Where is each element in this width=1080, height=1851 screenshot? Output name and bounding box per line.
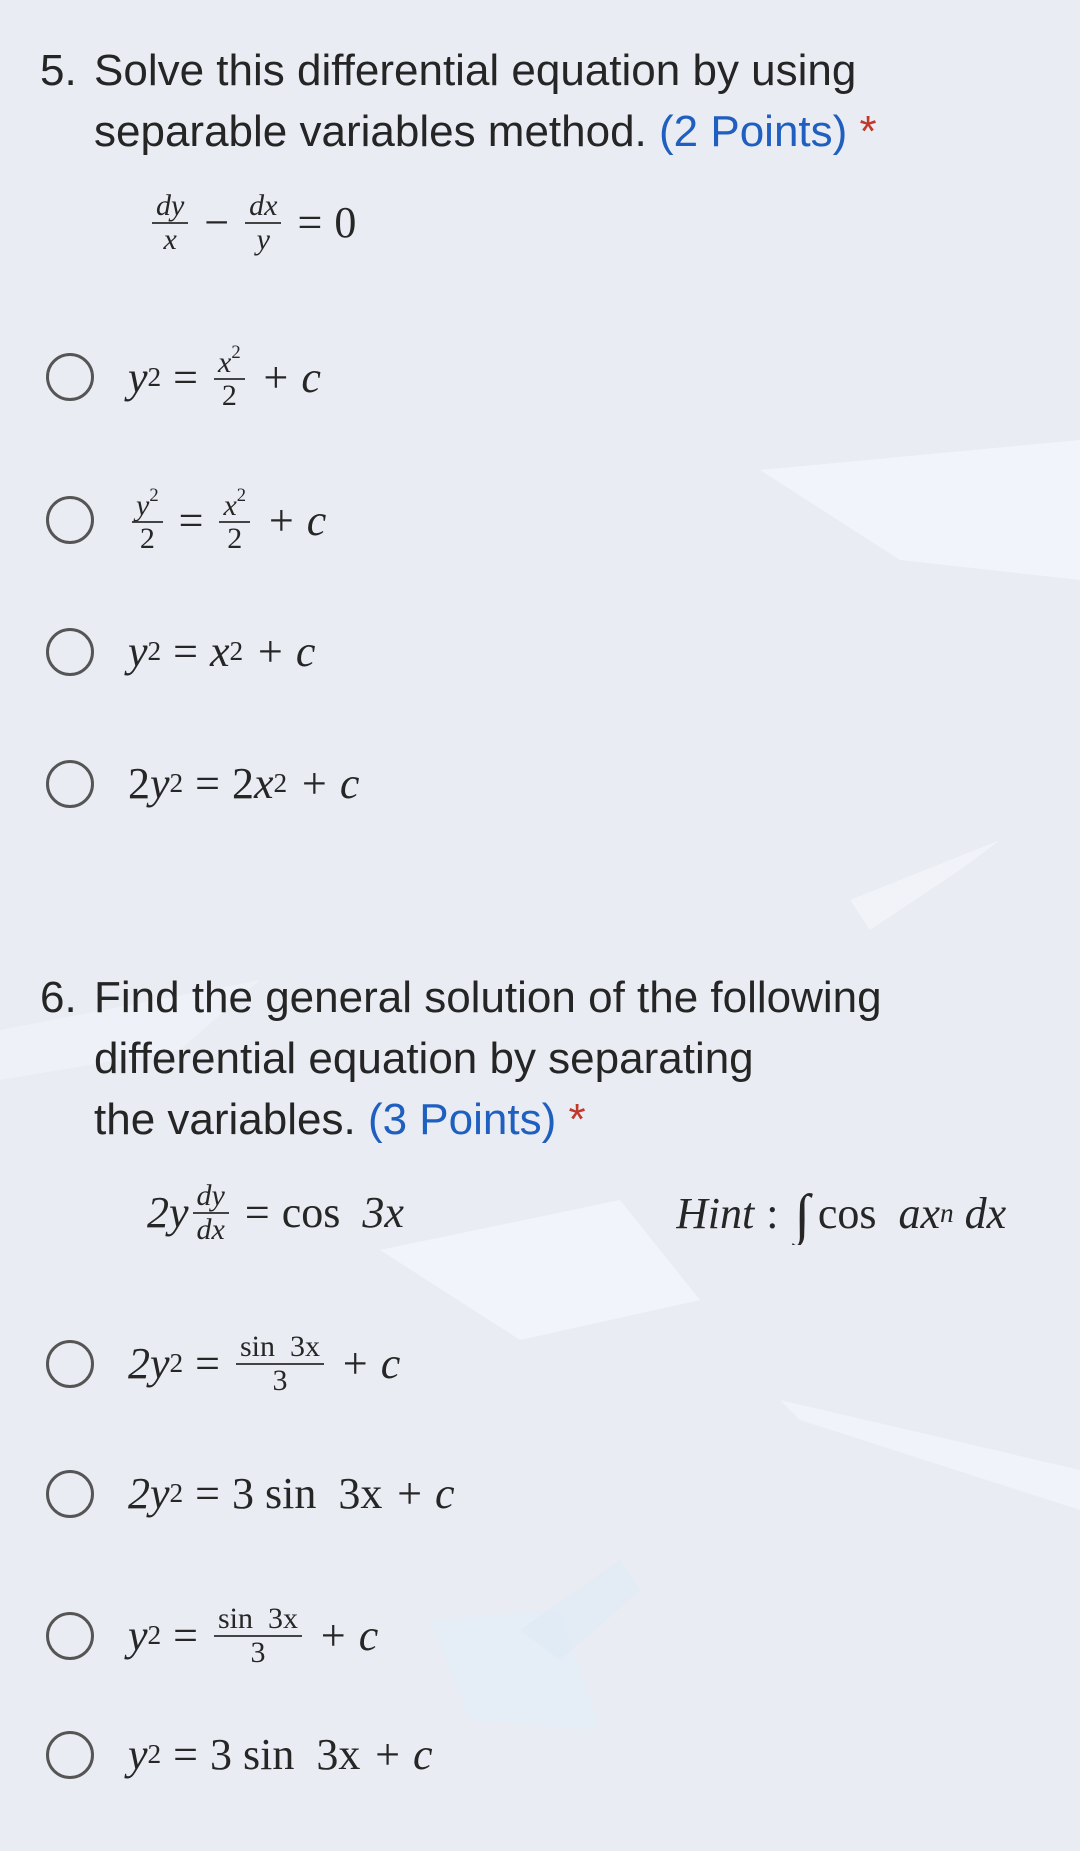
hint-label: Hint	[676, 1188, 755, 1238]
question-equation	[148, 190, 356, 255]
radio-button[interactable]	[46, 1731, 94, 1779]
rhs-value: 0	[334, 198, 357, 247]
required-asterisk: *	[859, 107, 877, 156]
answer-option-a[interactable]	[46, 343, 333, 412]
question-text-line: Solve this differential equation by using	[94, 46, 857, 95]
question-title	[94, 967, 994, 1150]
option-math: 2y 2 = $\frac{\sin 3x}{3}$ + c	[128, 1330, 401, 1397]
question-text-line: Find the general solution of the following	[94, 973, 882, 1022]
question-number: 6.	[40, 973, 77, 1022]
question-text-line: the variables. (3 Points) *	[94, 1095, 586, 1144]
option-math: y 2 = $\frac{x^2}{2}$ + c	[128, 342, 321, 413]
answer-option-b[interactable]	[46, 1468, 467, 1519]
option-math: 2 y 2 = 2 x 2 + c	[128, 759, 360, 808]
integral-sign: ∫	[794, 1184, 810, 1245]
answer-option-a[interactable]	[46, 1331, 412, 1396]
question-text-line: separable variables method. (2 Points) *	[94, 107, 877, 156]
answer-option-b[interactable]	[46, 486, 338, 555]
points-label: (2 Points)	[659, 107, 848, 156]
option-math: y 2 = x 2 + c	[128, 627, 316, 676]
radio-button[interactable]	[46, 760, 94, 808]
radio-button[interactable]	[46, 628, 94, 676]
option-math: $\frac{y^2}{2}$ = $\frac{x^2}{2}$ + c	[128, 486, 338, 555]
points-label: (3 Points)	[367, 1095, 557, 1144]
radio-button[interactable]	[46, 1340, 94, 1388]
question-number: 5.	[40, 46, 77, 95]
answer-option-d[interactable]	[46, 1729, 445, 1780]
radio-button[interactable]	[46, 1612, 94, 1660]
answer-option-d[interactable]	[46, 758, 371, 809]
radio-button[interactable]	[46, 496, 94, 544]
fraction-dy-over-dx: $\frac{dy}{dx}$	[193, 1180, 229, 1245]
minus-sign: −	[204, 198, 230, 247]
radio-button[interactable]	[46, 1470, 94, 1518]
question-title	[94, 40, 994, 162]
answer-option-c[interactable]	[46, 626, 327, 677]
equals-sign: =	[297, 198, 323, 247]
fraction-dx-over-y: $\frac{dx}{y}$	[245, 190, 281, 255]
option-math: y 2 = $\frac{\sin 3x}{3}$ + c	[128, 1602, 379, 1669]
radio-button[interactable]	[46, 353, 94, 401]
option-math: 2y 2 = 3 sin 3x + c	[128, 1469, 455, 1518]
fraction-dy-over-x: $\frac{dy}{x}$	[152, 190, 188, 255]
required-asterisk: *	[568, 1095, 586, 1144]
question-equation: 2y $\frac{dy}{dx}$ = cos 3x	[147, 1179, 404, 1246]
answer-option-c[interactable]	[46, 1603, 390, 1668]
hint-formula: Hint : ∫ cos ax n dx	[676, 1184, 1007, 1245]
question-text-line: differential equation by separating	[94, 1034, 754, 1083]
option-math: y 2 = 3 sin 3x + c	[128, 1730, 433, 1779]
